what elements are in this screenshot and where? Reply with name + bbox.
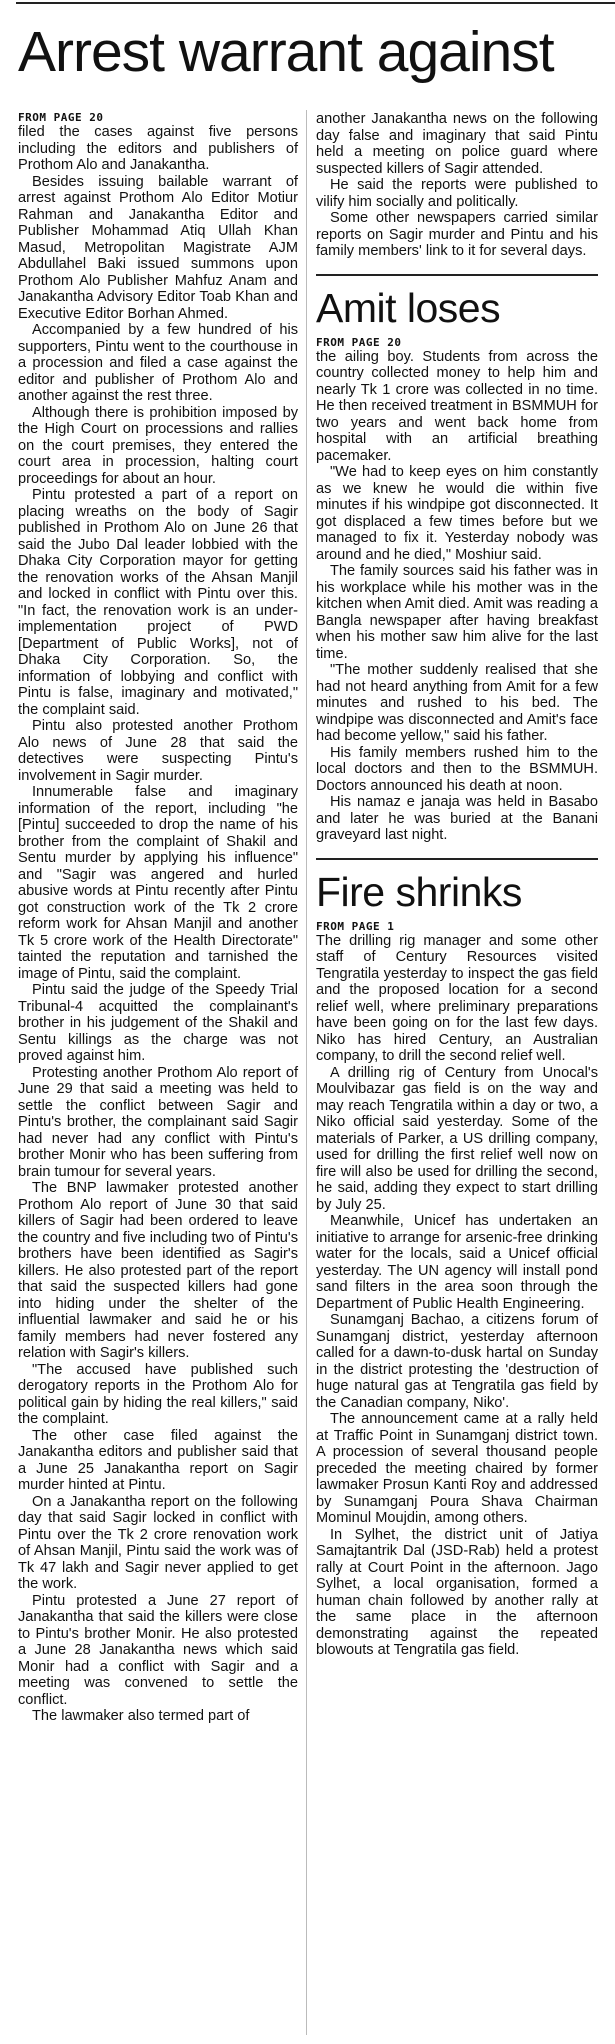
main-continued-paragraph: Some other newspapers carried similar reports on Sagir murder and Pintu and his family members' link to it for several days. bbox=[316, 210, 598, 259]
left-column bbox=[18, 111, 298, 1725]
main-story-kicker: FROM PAGE 20 bbox=[18, 111, 104, 124]
main-paragraph: Pintu protested a part of a report on placing wreaths on the body of Sagir published in Prothom Alo on June 26 that said the Jubo Dal leader lobbied with the Dhaka City Corporation mayor for getting the renovation works of the Ahsan Manjil and locked in conflict with Pintu over this. "In fact, the renovation work is an under-implementation project of PWD [Department of Public Works], not of Dhaka City Corporation. So, the information of lobbying and conflict with Pintu is false, imaginary and motivated," the complaint said. bbox=[18, 487, 298, 718]
main-continued-paragraph: He said the reports were published to vilify him socially and politically. bbox=[316, 177, 598, 210]
fire-paragraph: Meanwhile, Unicef has undertaken an initiative to arrange for arsenic-free drinking water for the locals, said a Unicef official yesterday. The UN agency will install pond sand filters in the area soon through the Department of Public Health Engineering. bbox=[316, 1213, 598, 1312]
main-paragraph: filed the cases against five persons including the editors and publishers of Prothom Alo and Janakantha. bbox=[18, 124, 298, 173]
amit-paragraph: The family sources said his father was in his workplace while his mother was in the kitchen when Amit died. Amit was reading a Bangla newspaper after having breakfast when his mother saw him alive for the last time. bbox=[316, 563, 598, 662]
main-paragraph: The lawmaker also termed part of bbox=[32, 1708, 250, 1724]
fire-paragraph: The drilling rig manager and some other staff of Century Resources visited Tengratila yesterday to inspect the gas field and the proposed location for a second relief well, where preliminary preparations have been going on for the last few days. Niko has hired Century, an Australian company, to drill the second relief well. bbox=[316, 932, 598, 1064]
amit-paragraph: "We had to keep eyes on him constantly as we knew he would die within five minutes if his windpipe got disconnected. It got displaced a few times before but we managed to fix it. Yesterday nobody was around and he died," Moshiur said. bbox=[316, 464, 598, 563]
main-paragraph: Protesting another Prothom Alo report of June 29 that said a meeting was held to settle the conflict between Sagir and Pintu's brother, the complainant said Sagir had never had any conflict with Pintu's brother Monir who has been suffering from brain tumour for several years. bbox=[18, 1064, 298, 1180]
fire-paragraph: Sunamganj Bachao, a citizens forum of Sunamganj district, yesterday afternoon called for a dawn-to-dusk hartal on Sunday in the district protesting the 'destruction of huge natural gas at Tengratila gas field by the Canadian company, Niko'. bbox=[316, 1312, 598, 1411]
main-continued-paragraph: another Janakantha news on the following day false and imaginary that said Pintu held a meeting on police guard where suspected killers of Sagir attended. bbox=[316, 111, 598, 177]
story-divider bbox=[316, 858, 598, 860]
main-paragraph: Although there is prohibition imposed by the High Court on processions and rallies on the court premises, they entered the court area in procession, halting court proceedings for about an hour. bbox=[18, 404, 298, 487]
amit-paragraph: the ailing boy. Students from across the country collected money to help him and nearly Tk 1 crore was collected in no time. He then received treatment in BSMMUH for two years and went back home from hospital with an artificial breathing pacemaker. bbox=[316, 348, 598, 464]
fire-paragraph: The announcement came at a rally held at Traffic Point in Sunamganj district town. A procession of several thousand people preceded the meeting chaired by former lawmaker Prosun Kanti Roy and addressed by Sunamganj Poura Shava Chairman Mominul Moujdin, among others. bbox=[316, 1411, 598, 1526]
story-divider bbox=[316, 274, 598, 276]
fire-paragraph: A drilling rig of Century from Unocal's Moulvibazar gas field is on the way and may reach Tengratila within a day or two, a Niko official said yesterday. Some of the materials of Parker, a US drilling company, used for drilling the first relief well now on fire will also be used for drilling the second, he said, adding they expect to start drilling by July 25. bbox=[316, 1064, 598, 1213]
fire-paragraph: In Sylhet, the district unit of Jatiya Samajtantrik Dal (JSD-Rab) held a protest rally at Court Point in the afternoon. Jago Sylhet, a local organisation, formed a human chain followed by another rally at the same place in the afternoon demonstrating against the repeated blowouts at Tengratila gas field. bbox=[316, 1526, 598, 1658]
amit-headline: Amit loses bbox=[316, 284, 501, 331]
column-divider bbox=[306, 110, 307, 2035]
top-rule bbox=[16, 2, 615, 4]
main-paragraph: The other case filed against the Janakantha editors and publisher said that a June 25 Janakantha report on Sagir murder hinted at Pintu. bbox=[18, 1427, 298, 1493]
main-paragraph: Pintu said the judge of the Speedy Trial Tribunal-4 acquitted the complainant's brother in his judgement of the Shakil and Sentu killings as the charge was not proved against him. bbox=[18, 982, 298, 1064]
amit-kicker: FROM PAGE 20 bbox=[316, 335, 402, 349]
main-paragraph: The BNP lawmaker protested another Prothom Alo report of June 30 that said killers of Sagir had been ordered to leave the country and five including two of Pintu's brothers have been identified as Sagir's killers. He also protested part of the report that said the suspected killers had gone into hiding under the shelter of the influential lawmaker and said he or his family members had never fostered any relation with Sagir's killers. bbox=[18, 1180, 298, 1361]
main-paragraph: Accompanied by a few hundred of his supporters, Pintu went to the courthouse in a procession and filed a case against the editor and publisher of Prothom Alo and another against the rest three. bbox=[18, 322, 298, 404]
main-paragraph: Innumerable false and imaginary information of the report, including "he [Pintu] succeeded to drop the name of his brother from the complaint of Shakil and Sentu murder by applying his influence" and "Sagir was angered and hurled abusive words at Pintu recently after Pintu got construction work of the Tk 2 crore reform work for Ahsan Manjil and another Tk 5 crore work of the Health Directorate" tainted the reputation and tarnished the image of Pintu, said the complaint. bbox=[18, 784, 298, 982]
main-paragraph: On a Janakantha report on the following day that said Sagir locked in conflict with Pintu over the Tk 2 crore renovation work of Ahsan Manjil, Pintu said the work was of Tk 47 lakh and Sagir never applied to get the work. bbox=[18, 1493, 298, 1592]
main-paragraph: "The accused have published such derogatory reports in the Prothom Alo for political gain by hiding the real killers," said the complaint. bbox=[18, 1361, 298, 1427]
main-paragraph: Pintu protested a June 27 report of Janakantha that said the killers were close to Pintu's brother Monir. He also protested a June 28 Janakantha news which said Monir had a conflict with Sagir and a meeting was convened to settle the conflict. bbox=[18, 1592, 298, 1708]
amit-paragraph: His family members rushed him to the local doctors and then to the BSMMUH. Doctors announced his death at noon. bbox=[316, 744, 598, 794]
amit-paragraph: His namaz e janaja was held in Basabo and later he was buried at the Banani graveyard last night. bbox=[316, 794, 598, 843]
main-headline: Arrest warrant against bbox=[18, 20, 554, 84]
main-paragraph: Besides issuing bailable warrant of arrest against Prothom Alo Editor Motiur Rahman and Janakantha Editor and Publisher Mohammad Atiq Ullah Khan Masud, Metropolitan Magistrate AJM Abdullahel Baki issued summons upon Prothom Alo Publisher Mahfuz Anam and Janakantha Advisory Editor Toab Khan and Executive Editor Borhan Ahmed. bbox=[18, 173, 298, 322]
fire-kicker: FROM PAGE 1 bbox=[316, 919, 395, 933]
right-column bbox=[316, 111, 598, 1659]
fire-headline: Fire shrinks bbox=[316, 868, 522, 915]
amit-paragraph: "The mother suddenly realised that she had not heard anything from Amit for a few minutes and rushed to his bed. The windpipe was disconnected and Amit's face had become yellow," said his father. bbox=[316, 662, 598, 744]
main-paragraph: Pintu also protested another Prothom Alo news of June 28 that said the detectives were suspecting Pintu's involvement in Sagir murder. bbox=[18, 718, 298, 784]
